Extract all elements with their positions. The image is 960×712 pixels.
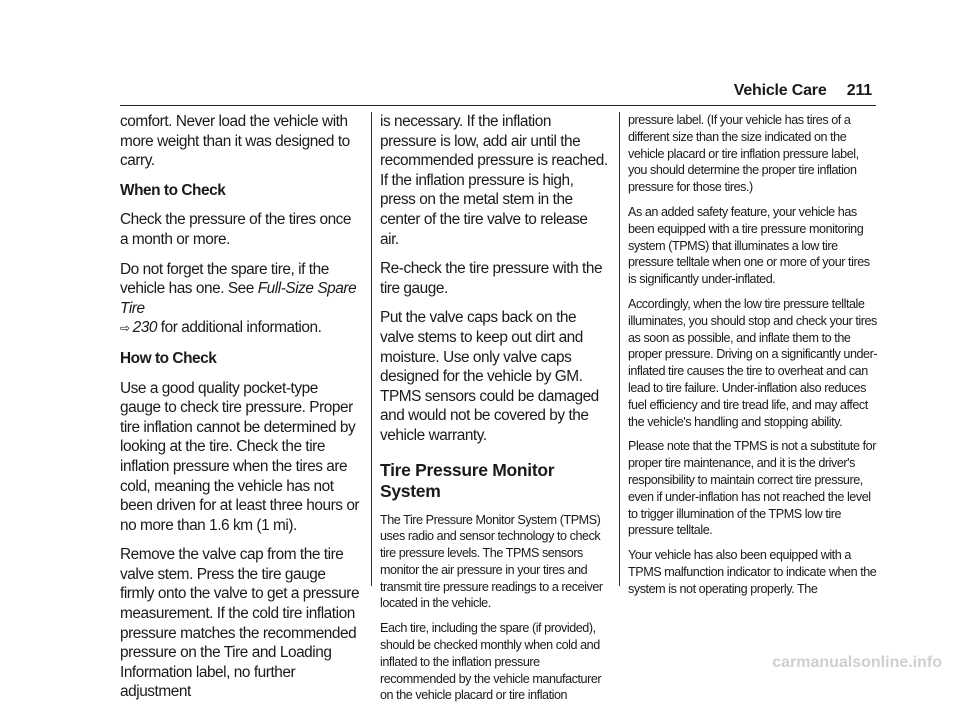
column-2 <box>380 112 610 712</box>
paragraph: Your vehicle has also been equipped with a TPMS malfunction indicator to indicate when the system is not operating properly. The <box>628 548 877 596</box>
paragraph: Each tire, including the spare (if provided), should be checked monthly when cold and inflated to the inflation pressure recommended by the vehicle manufacturer on the vehicle placard or tire inflation <box>380 621 602 703</box>
paragraph: Re-check the tire pressure with the tire gauge. <box>380 260 603 297</box>
paragraph: Please note that the TPMS is not a substitute for proper tire maintenance, and it is the driver's responsibility to maintain correct tire pressure, even if under-inflation has not reached the level to trigger illumination of the TPMS low tire pressure telltale. <box>628 439 876 538</box>
paragraph: pressure label. (If your vehicle has tires of a different size than the size indicated on the vehicle placard or tire inflation pressure label, you should determine the proper tire inflation pressure for those tires.) <box>628 113 859 195</box>
header-rule <box>120 105 876 106</box>
paragraph: Accordingly, when the low tire pressure telltale illuminates, you should stop and check your tires as soon as possible, and inflate them to the proper pressure. Driving on a significantly under-inflated tire causes the tire to overheat and can lead to tire failure. Under-inflation also reduces fuel efficiency and tire tread life, and may affect the vehicle's handling and stopping ability. <box>628 296 878 429</box>
column-3 <box>628 112 878 606</box>
page-ref-number[interactable]: 230 <box>132 319 157 337</box>
column-1 <box>120 112 362 712</box>
page-header <box>734 82 872 100</box>
column-divider <box>371 112 372 586</box>
paragraph: Use a good quality pocket-type gauge to check tire pressure. Proper tire inflation cannot be determined by looking at the tire. Check the tire inflation pressure when the tires are cold, meaning the vehicle has not been driven for at least three hours or no more than 1.6 km (1 mi). <box>120 379 360 534</box>
paragraph-spare-tire <box>120 260 362 339</box>
subheading-when-to-check: When to Check <box>120 181 226 199</box>
spare-tire-link[interactable]: Full-Size Spare Tire <box>120 280 357 317</box>
watermark: carmanualsonline.info <box>772 654 942 671</box>
paragraph: The Tire Pressure Monitor System (TPMS) uses radio and sensor technology to check tire pressure levels. The TPMS sensors monitor the air pressure in your tires and transmit tire pressure readings to a receiver located in the vehicle. <box>380 512 603 611</box>
paragraph: is necessary. If the inflation pressure is low, add air until the recommended pressure is reached. If the inflation pressure is high, press on the metal stem in the center of the tire valve to release air. <box>380 113 608 248</box>
paragraph: Check the pressure of the tires once a month or more. <box>120 211 352 248</box>
text: for additional information. <box>156 319 322 337</box>
page-ref-arrow-icon: ⇨ <box>120 321 130 336</box>
section-title: Vehicle Care <box>733 82 827 99</box>
paragraph: As an added safety feature, your vehicle has been equipped with a tire pressure monitoring system (TPMS) that illuminates a low tire pressure telltale when one or more of your tires is significantly under-inflated. <box>628 204 870 287</box>
page-number: 211 <box>846 82 872 99</box>
paragraph: Put the valve caps back on the valve stems to keep out dirt and moisture. Use only valve caps designed for the vehicle by GM. TPMS sensors could be damaged and would not be covered by the vehicle warranty. <box>380 309 599 444</box>
paragraph: Remove the valve cap from the tire valve stem. Press the tire gauge firmly onto the valve to get a pressure measurement. If the cold tire inflation pressure matches the recommended pressure on the Tire and Loading Information label, no further adjustment <box>120 546 360 701</box>
subheading-how-to-check: How to Check <box>120 349 217 367</box>
paragraph: comfort. Never load the vehicle with more weight than it was designed to carry. <box>120 113 350 170</box>
section-heading-tpms: Tire Pressure Monitor System <box>380 459 555 501</box>
text: Do not forget the spare tire, if the vehicle has one. See <box>120 260 329 298</box>
column-divider <box>619 112 620 586</box>
